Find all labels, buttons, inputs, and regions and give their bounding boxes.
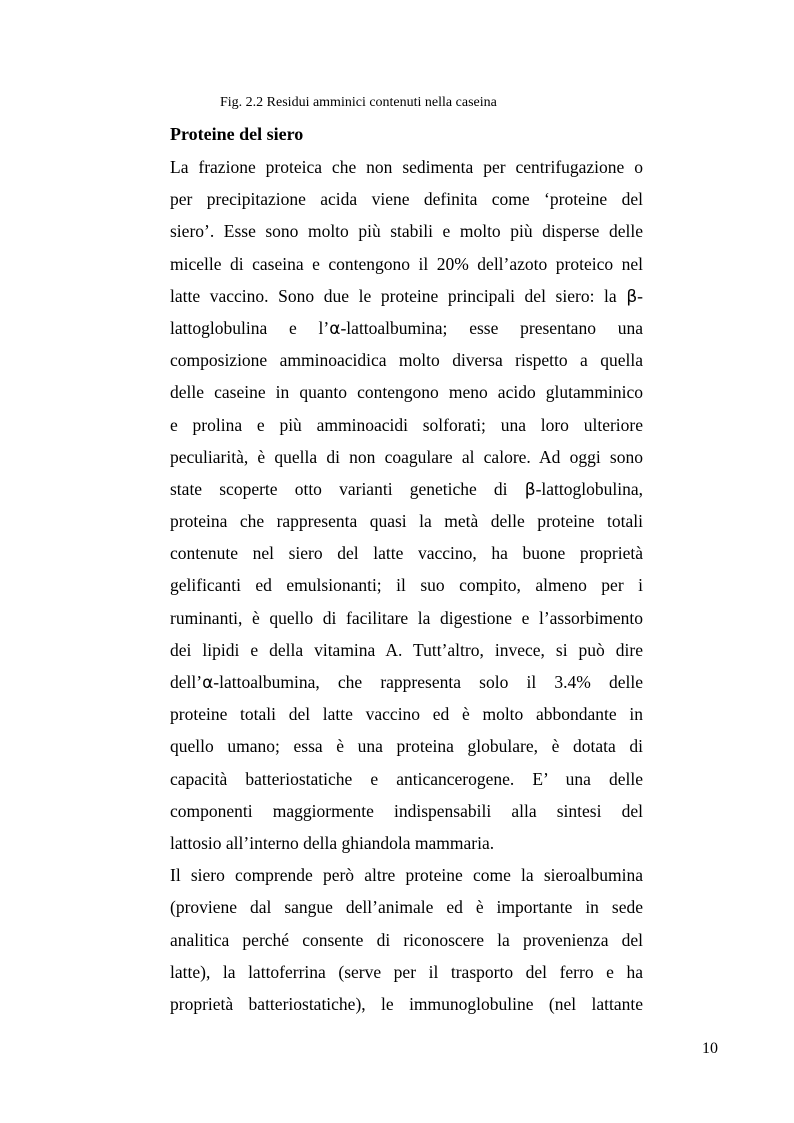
body-text bbox=[170, 151, 643, 1020]
text-line: proteine totali del latte vaccino ed è molto abbondante in bbox=[170, 704, 643, 725]
text-line: quello umano; essa è una proteina globulare, è dotata di bbox=[170, 736, 643, 757]
text-line: La frazione proteica che non sedimenta per centrifugazione o bbox=[170, 157, 643, 177]
text-fragment: -lattoalbumina; esse presentano una bbox=[340, 317, 644, 338]
text-line bbox=[170, 280, 643, 312]
text-fragment: -lattoglobulina, bbox=[535, 478, 643, 499]
alpha-symbol: α bbox=[329, 318, 341, 339]
text-line bbox=[170, 473, 643, 505]
text-fragment: -lattoalbumina, che rappresenta solo il 3.4% delle bbox=[213, 672, 643, 692]
text-line: (proviene dal sangue dell’animale ed è importante in sede bbox=[170, 897, 643, 918]
text-line: delle caseine in quanto contengono meno acido glutamminico bbox=[170, 382, 643, 403]
text-line: Il siero comprende però altre proteine come la sieroalbumina bbox=[170, 865, 643, 886]
text-fragment: dell’ bbox=[170, 672, 203, 692]
text-line bbox=[170, 666, 643, 698]
beta-symbol: β bbox=[626, 286, 638, 307]
text-line: contenute nel siero del latte vaccino, ha buone proprietà bbox=[170, 543, 643, 564]
text-line: gelificanti ed emulsionanti; il suo compito, almeno per i bbox=[170, 575, 643, 596]
alpha-symbol: α bbox=[202, 673, 214, 693]
text-line bbox=[170, 312, 643, 344]
text-line: dei lipidi e della vitamina A. Tutt’altro, invece, si può dire bbox=[170, 639, 643, 660]
text-line: siero’. Esse sono molto più stabili e molto più disperse delle bbox=[170, 221, 643, 242]
text-line: peculiarità, è quella di non coagulare al calore. Ad oggi sono bbox=[170, 446, 643, 467]
text-line: lattosio all’interno della ghiandola mammaria. bbox=[170, 832, 495, 853]
text-fragment: latte vaccino. Sono due le proteine principali del siero: la bbox=[170, 285, 627, 306]
text-line: latte), la lattoferrina (serve per il trasporto del ferro e ha bbox=[170, 961, 643, 982]
text-fragment: lattoglobulina e l’ bbox=[170, 317, 330, 338]
text-fragment: - bbox=[637, 285, 643, 306]
page-number: 10 bbox=[702, 1040, 718, 1057]
section-title: Proteine del siero bbox=[170, 124, 304, 144]
text-fragment: state scoperte otto varianti genetiche di bbox=[170, 478, 525, 499]
text-line: e prolina e più amminoacidi solforati; una loro ulteriore bbox=[170, 414, 643, 435]
text-line: componenti maggiormente indispensabili alla sintesi del bbox=[170, 800, 643, 821]
beta-symbol: β bbox=[524, 479, 536, 500]
figure-caption: Fig. 2.2 Residui amminici contenuti nella caseina bbox=[220, 95, 497, 110]
text-line: capacità batteriostatiche e anticancerogene. E’ una delle bbox=[170, 768, 643, 789]
text-line: composizione amminoacidica molto diversa rispetto a quella bbox=[170, 350, 643, 371]
text-line: ruminanti, è quello di facilitare la digestione e l’assorbimento bbox=[170, 607, 643, 628]
text-line: micelle di caseina e contengono il 20% dell’azoto proteico nel bbox=[170, 253, 643, 274]
text-line: proteina che rappresenta quasi la metà delle proteine totali bbox=[170, 511, 643, 532]
text-line: proprietà batteriostatiche), le immunoglobuline (nel lattante bbox=[170, 993, 643, 1014]
text-line: per precipitazione acida viene definita come ‘proteine del bbox=[170, 189, 643, 210]
text-line: analitica perché consente di riconoscere la provenienza del bbox=[170, 929, 643, 950]
